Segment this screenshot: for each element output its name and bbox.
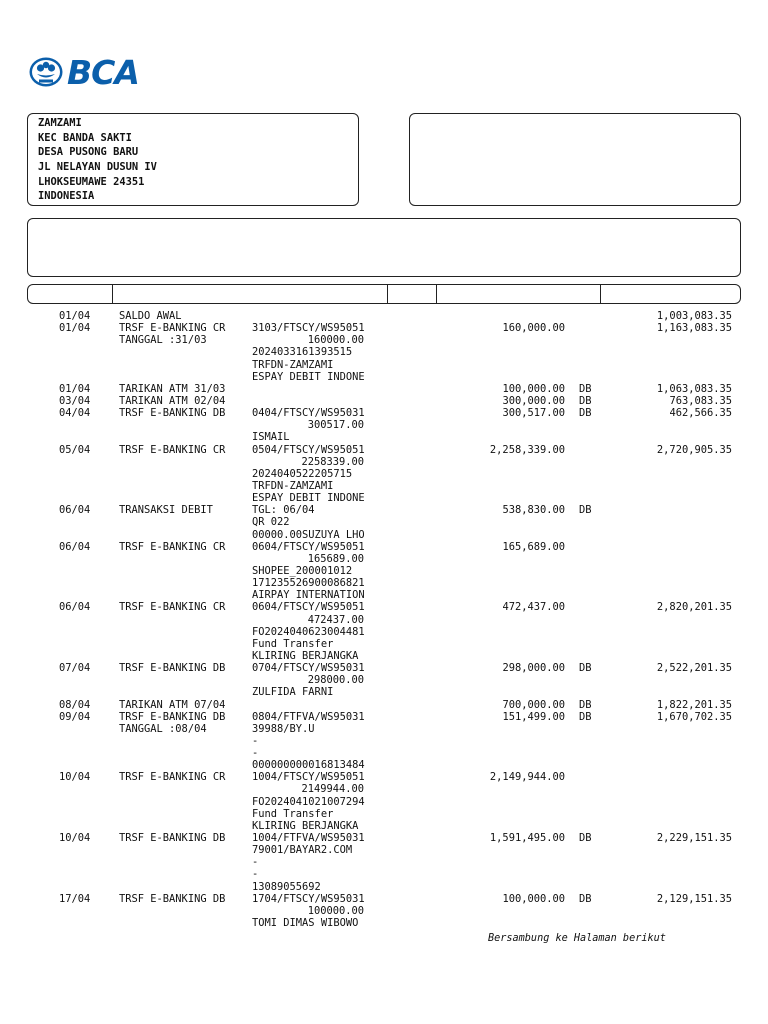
line-amount: 100,000.00 — [502, 382, 565, 395]
statement-line — [0, 589, 768, 601]
address-line: INDONESIA — [38, 190, 95, 203]
bca-emblem-icon — [28, 57, 64, 89]
statement-line — [0, 638, 768, 650]
line-date: 06/04 — [59, 540, 91, 553]
statement-period-box — [27, 218, 741, 277]
line-detail-amount: 2149944.00 — [301, 783, 364, 796]
statement-line — [0, 480, 768, 492]
line-detail: 79001/BAYAR2.COM — [252, 844, 353, 857]
line-amount: 165,689.00 — [502, 540, 565, 553]
statement-line — [0, 808, 768, 820]
line-detail: 0704/FTSCY/WS95031 — [252, 662, 365, 675]
line-detail: 1004/FTSCY/WS95051 — [252, 771, 365, 784]
line-detail: Fund Transfer — [252, 807, 334, 820]
line-detail: TGL: 06/04 — [252, 504, 315, 517]
statement-line — [0, 407, 768, 419]
line-balance: 462,566.35 — [669, 407, 732, 420]
statement-line — [0, 893, 768, 905]
line-balance: 2,129,151.35 — [656, 892, 732, 905]
line-date: 01/04 — [59, 310, 91, 322]
statement-line — [0, 492, 768, 504]
line-date: 07/04 — [59, 662, 91, 675]
statement-line — [0, 905, 768, 917]
line-detail: ZULFIDA FARNI — [252, 686, 334, 699]
line-detail: ESPAY DEBIT INDONE — [252, 370, 365, 383]
line-amount: 100,000.00 — [502, 892, 565, 905]
line-detail: 2024040522205715 — [252, 467, 353, 480]
line-debit-flag: DB — [579, 504, 592, 517]
header-divider — [112, 285, 113, 303]
line-detail: ESPAY DEBIT INDONE — [252, 492, 365, 505]
line-description: TANGGAL :08/04 — [119, 722, 207, 735]
statement-line — [0, 322, 768, 334]
line-detail-amount: 2258339.00 — [301, 455, 364, 468]
address-line: ZAMZAMI — [38, 117, 82, 129]
line-amount: 2,149,944.00 — [489, 771, 565, 784]
statement-line — [0, 650, 768, 662]
line-balance: 1,822,201.35 — [656, 698, 732, 711]
line-detail: TRFDN-ZAMZAMI — [252, 358, 334, 371]
line-detail-amount: 160000.00 — [307, 334, 364, 347]
line-detail: SHOPEE_200001012 — [252, 564, 353, 577]
line-detail-amount: 100000.00 — [307, 904, 364, 917]
line-description: TRSF E-BANKING DB — [119, 892, 226, 905]
statement-line — [0, 456, 768, 468]
statement-line — [0, 431, 768, 443]
line-description: TARIKAN ATM 31/03 — [119, 382, 226, 395]
line-detail: ISMAIL — [252, 431, 290, 444]
statement-line — [0, 686, 768, 698]
statement-line — [0, 881, 768, 893]
statement-line — [0, 504, 768, 516]
line-detail: 0504/FTSCY/WS95051 — [252, 443, 365, 456]
line-date: 06/04 — [59, 504, 91, 517]
line-description: TRANSAKSI DEBIT — [119, 504, 213, 517]
line-description: SALDO AWAL — [119, 310, 182, 322]
line-balance: 2,522,201.35 — [656, 662, 732, 675]
statement-line — [0, 820, 768, 832]
line-detail: 13089055692 — [252, 880, 321, 893]
statement-line — [0, 346, 768, 358]
line-detail: 0404/FTSCY/WS95031 — [252, 407, 365, 420]
line-detail: 39988/BY.U — [252, 722, 315, 735]
header-divider — [436, 285, 437, 303]
line-date: 06/04 — [59, 601, 91, 614]
header-divider — [387, 285, 388, 303]
statement-line — [0, 334, 768, 346]
line-description: TRSF E-BANKING DB — [119, 662, 226, 675]
statement-line — [0, 759, 768, 771]
line-detail: - — [252, 747, 259, 760]
statement-line — [0, 832, 768, 844]
statement-line — [0, 674, 768, 686]
line-balance: 763,083.35 — [669, 394, 732, 407]
line-description: TANGGAL :31/03 — [119, 334, 207, 347]
customer-address-box — [27, 113, 359, 206]
statement-line — [0, 699, 768, 711]
transaction-list — [0, 310, 768, 929]
line-debit-flag: DB — [579, 662, 592, 675]
line-amount: 1,591,495.00 — [489, 832, 565, 845]
line-detail: 2024033161393515 — [252, 346, 353, 359]
line-balance: 2,720,905.35 — [656, 443, 732, 456]
line-detail: 00000.00SUZUYA LHO — [252, 528, 365, 541]
line-balance: 1,003,083.35 — [656, 310, 732, 322]
address-line: LHOKSEUMAWE 24351 — [38, 175, 145, 188]
line-amount: 300,000.00 — [502, 394, 565, 407]
line-description: TRSF E-BANKING CR — [119, 540, 226, 553]
line-date: 05/04 — [59, 443, 91, 456]
line-amount: 160,000.00 — [502, 322, 565, 335]
line-detail-amount: 298000.00 — [307, 674, 364, 687]
line-description: TRSF E-BANKING CR — [119, 601, 226, 614]
line-debit-flag: DB — [579, 698, 592, 711]
line-date: 01/04 — [59, 382, 91, 395]
statement-line — [0, 577, 768, 589]
line-detail: 1004/FTFVA/WS95031 — [252, 832, 365, 845]
address-line: DESA PUSONG BARU — [38, 146, 139, 159]
line-detail: 000000000016813484 — [252, 759, 365, 772]
line-detail: 0804/FTFVA/WS95031 — [252, 710, 365, 723]
line-detail: TOMI DIMAS WIBOWO — [252, 917, 359, 930]
statement-line — [0, 359, 768, 371]
line-detail: 0604/FTSCY/WS95051 — [252, 601, 365, 614]
line-date: 10/04 — [59, 771, 91, 784]
line-detail: AIRPAY INTERNATION — [252, 589, 365, 602]
continued-note: Bersambung ke Halaman berikut — [488, 933, 666, 944]
statement-line — [0, 844, 768, 856]
line-detail-amount: 472437.00 — [307, 613, 364, 626]
line-amount: 472,437.00 — [502, 601, 565, 614]
line-date: 08/04 — [59, 698, 91, 711]
line-amount: 151,499.00 — [502, 710, 565, 723]
line-amount: 300,517.00 — [502, 407, 565, 420]
line-date: 10/04 — [59, 832, 91, 845]
line-description: TRSF E-BANKING CR — [119, 771, 226, 784]
line-debit-flag: DB — [579, 394, 592, 407]
line-detail: 171235526900086821 — [252, 577, 365, 590]
line-balance: 2,820,201.35 — [656, 601, 732, 614]
line-detail: FO2024040623004481 — [252, 625, 365, 638]
statement-line — [0, 371, 768, 383]
line-description: TRSF E-BANKING DB — [119, 407, 226, 420]
line-description: TARIKAN ATM 02/04 — [119, 394, 226, 407]
line-detail: KLIRING BERJANGKA — [252, 819, 359, 832]
statement-line — [0, 310, 768, 322]
statement-line — [0, 723, 768, 735]
statement-line — [0, 468, 768, 480]
line-date: 09/04 — [59, 710, 91, 723]
statement-line — [0, 711, 768, 723]
line-detail: FO2024041021007294 — [252, 795, 365, 808]
line-description: TRSF E-BANKING DB — [119, 832, 226, 845]
line-amount: 298,000.00 — [502, 662, 565, 675]
statement-line — [0, 541, 768, 553]
line-balance: 1,670,702.35 — [656, 710, 732, 723]
line-detail-amount: 165689.00 — [307, 552, 364, 565]
statement-line — [0, 601, 768, 613]
statement-line — [0, 868, 768, 880]
line-amount: 538,830.00 — [502, 504, 565, 517]
line-debit-flag: DB — [579, 382, 592, 395]
statement-line — [0, 444, 768, 456]
line-amount: 700,000.00 — [502, 698, 565, 711]
statement-line — [0, 917, 768, 929]
line-description: TRSF E-BANKING CR — [119, 322, 226, 335]
line-detail: - — [252, 868, 259, 881]
statement-line — [0, 747, 768, 759]
header-divider — [600, 285, 601, 303]
line-detail-amount: 300517.00 — [307, 419, 364, 432]
statement-line — [0, 529, 768, 541]
line-detail: - — [252, 734, 259, 747]
statement-line — [0, 419, 768, 431]
statement-line — [0, 383, 768, 395]
line-detail: 0604/FTSCY/WS95051 — [252, 540, 365, 553]
line-description: TARIKAN ATM 07/04 — [119, 698, 226, 711]
statement-line — [0, 796, 768, 808]
bca-logo — [28, 53, 139, 92]
statement-line — [0, 395, 768, 407]
account-info-box — [409, 113, 741, 206]
statement-line — [0, 553, 768, 565]
line-detail: 3103/FTSCY/WS95051 — [252, 322, 365, 335]
statement-line — [0, 614, 768, 626]
line-description: TRSF E-BANKING CR — [119, 443, 226, 456]
line-detail: TRFDN-ZAMZAMI — [252, 479, 334, 492]
statement-line — [0, 626, 768, 638]
line-amount: 2,258,339.00 — [489, 443, 565, 456]
line-balance: 1,063,083.35 — [656, 382, 732, 395]
line-debit-flag: DB — [579, 710, 592, 723]
line-detail: Fund Transfer — [252, 637, 334, 650]
table-header — [27, 284, 741, 304]
line-detail: QR 022 — [252, 516, 290, 529]
line-debit-flag: DB — [579, 892, 592, 905]
line-date: 04/04 — [59, 407, 91, 420]
statement-line — [0, 856, 768, 868]
statement-line — [0, 516, 768, 528]
line-detail: 1704/FTSCY/WS95031 — [252, 892, 365, 905]
address-line: JL NELAYAN DUSUN IV — [38, 161, 157, 174]
line-debit-flag: DB — [579, 832, 592, 845]
statement-line — [0, 565, 768, 577]
line-detail: KLIRING BERJANGKA — [252, 649, 359, 662]
statement-line — [0, 735, 768, 747]
line-balance: 1,163,083.35 — [656, 322, 732, 335]
bca-wordmark: BCA — [67, 53, 139, 92]
line-description: TRSF E-BANKING DB — [119, 710, 226, 723]
address-line: KEC BANDA SAKTI — [38, 131, 132, 144]
line-date: 01/04 — [59, 322, 91, 335]
line-date: 17/04 — [59, 892, 91, 905]
line-date: 03/04 — [59, 394, 91, 407]
statement-line — [0, 771, 768, 783]
statement-line — [0, 662, 768, 674]
line-debit-flag: DB — [579, 407, 592, 420]
line-balance: 2,229,151.35 — [656, 832, 732, 845]
statement-line — [0, 783, 768, 795]
line-detail: - — [252, 856, 259, 869]
